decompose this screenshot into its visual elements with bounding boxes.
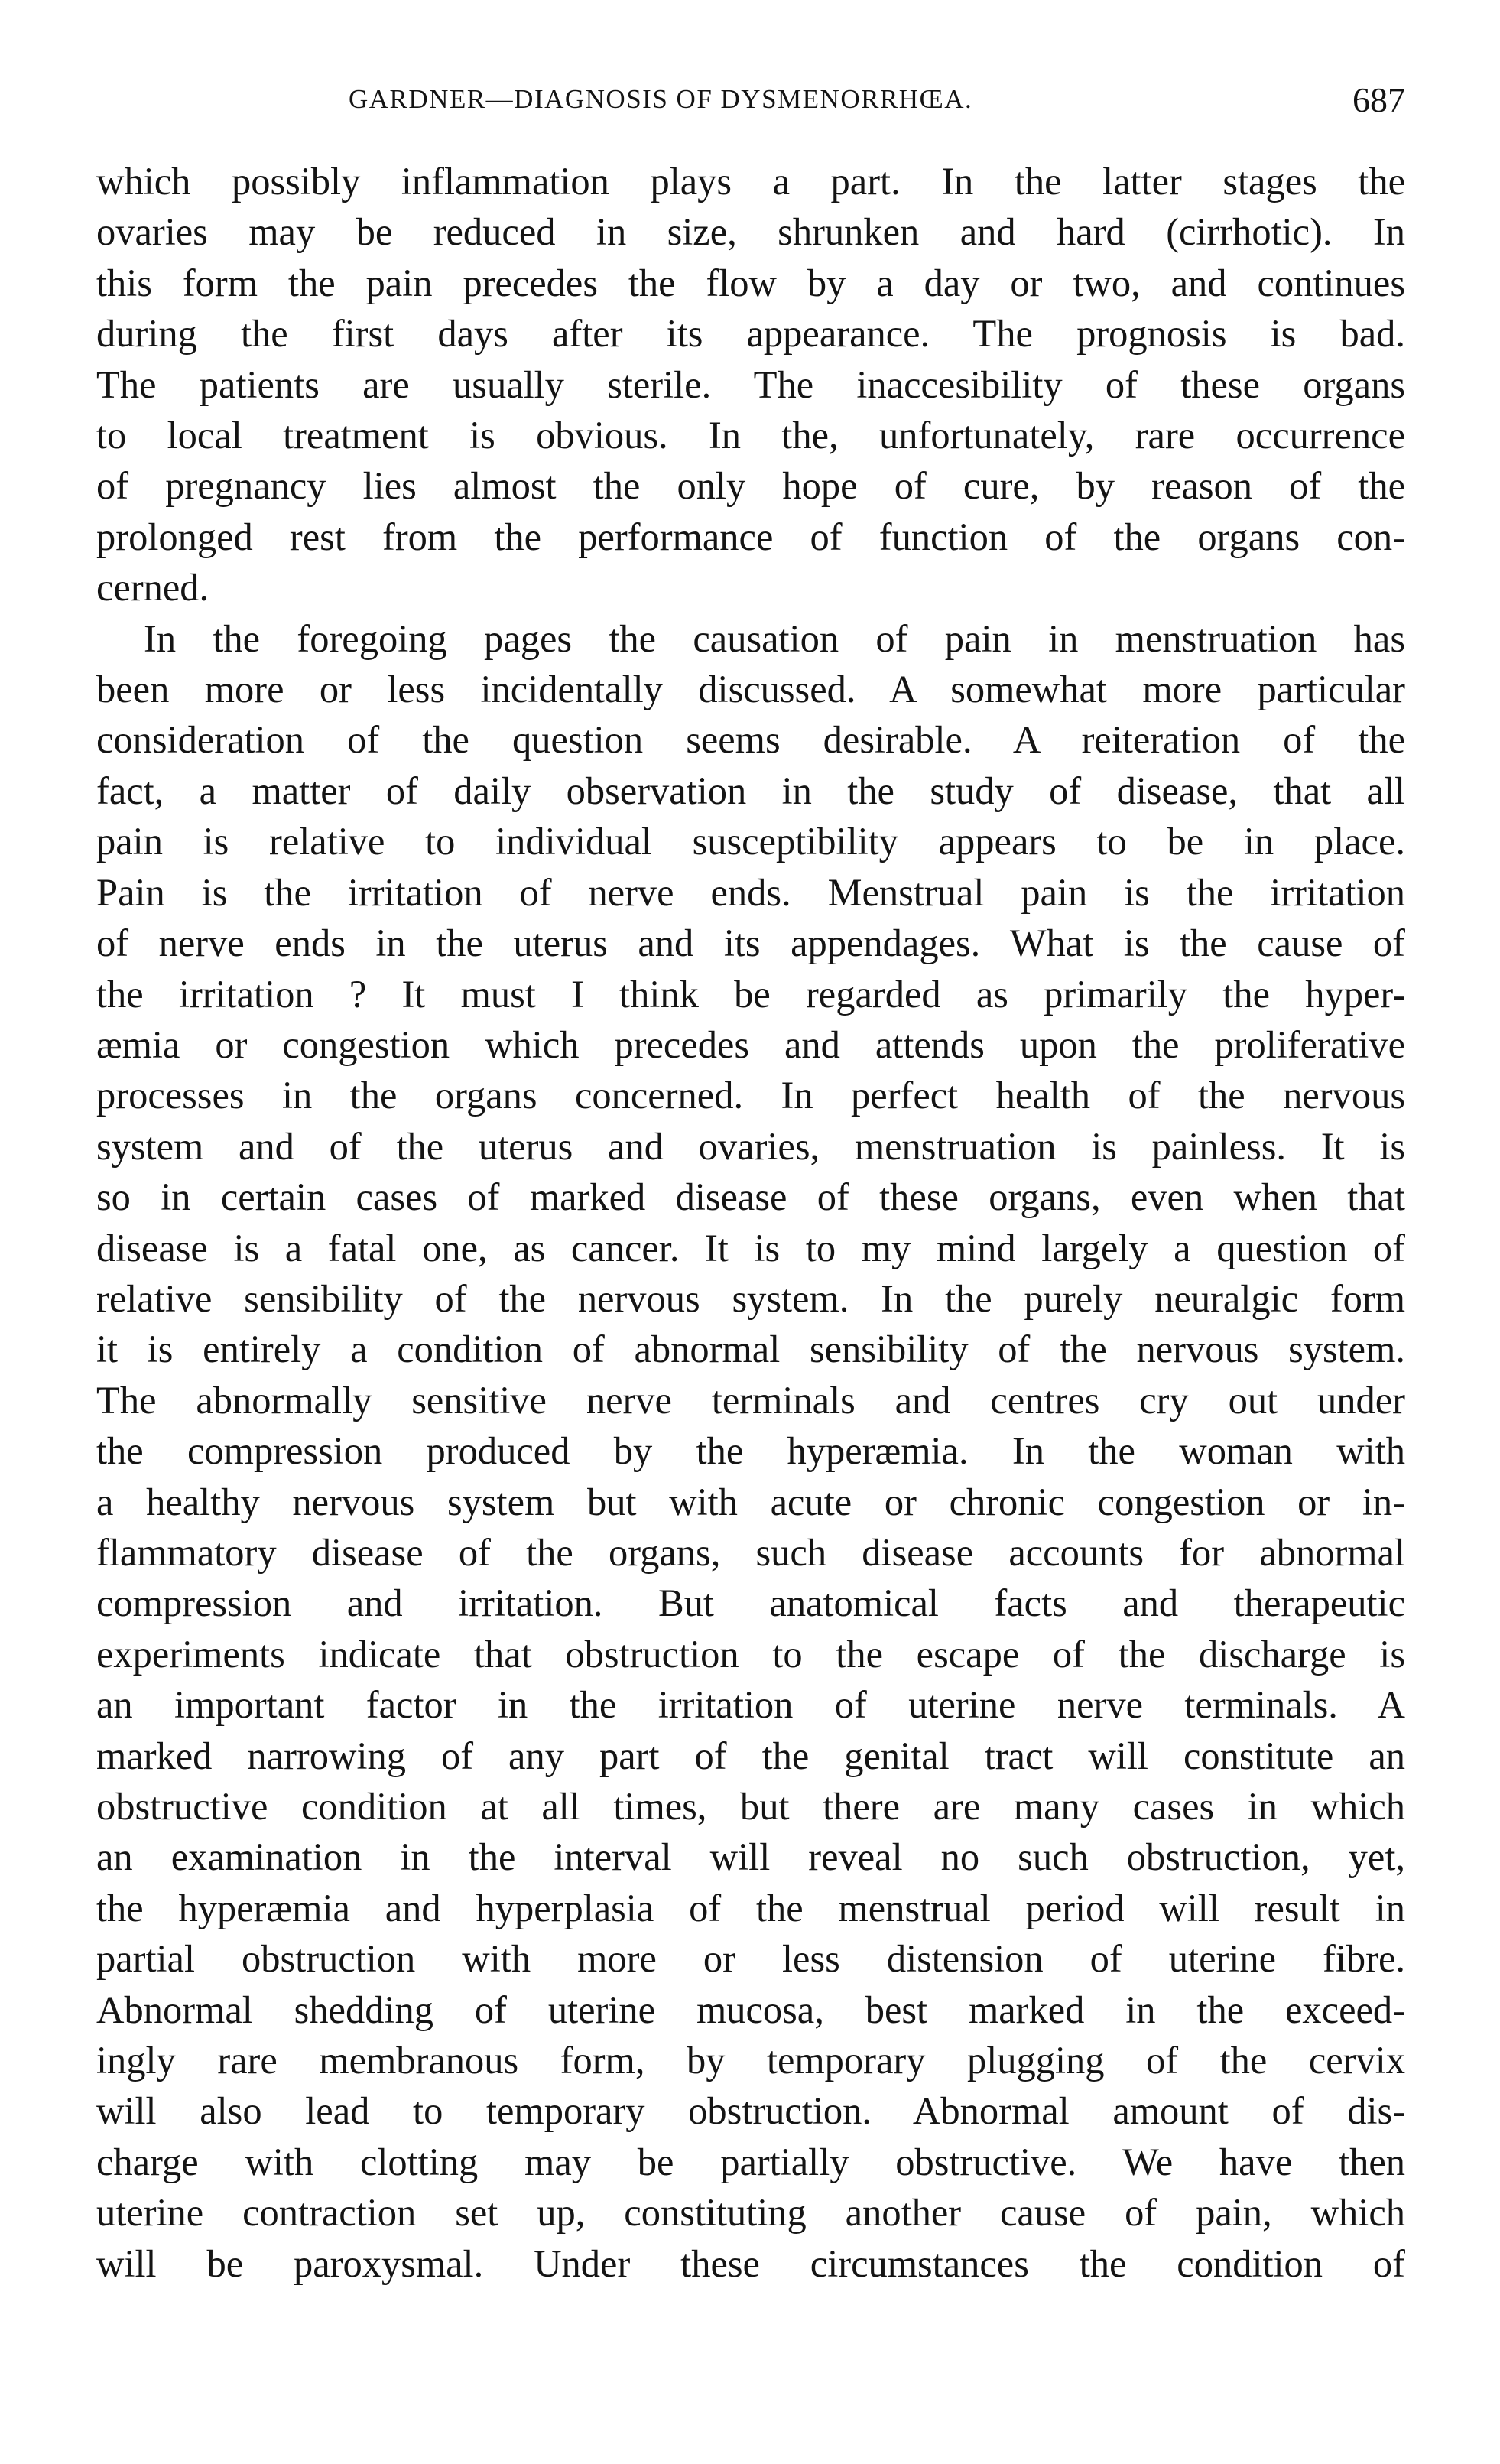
text-line: pain is relative to individual susceptibility appears to be in place. [96, 820, 1405, 863]
text-line: a healthy nervous system but with acute or chronic congestion or in- [96, 1480, 1405, 1523]
text-line: which possibly inflammation plays a part. In the latter stages the [96, 160, 1405, 203]
running-head [96, 76, 1405, 130]
text-line: so in certain cases of marked disease of these organs, even when that [96, 1175, 1405, 1219]
text-line: of pregnancy lies almost the only hope of cure, by reason of the [96, 464, 1405, 508]
text-line: prolonged rest from the performance of function of the organs con- [96, 515, 1405, 558]
text-line: uterine contraction set up, constituting another cause of pain, which [96, 2191, 1405, 2235]
text-line: In the foregoing pages the causation of pain in menstruation has [144, 616, 1405, 660]
text-line: an examination in the interval will reveal no such obstruction, yet, [96, 1835, 1405, 1879]
text-line: an important factor in the irritation of uterine nerve terminals. A [96, 1683, 1405, 1727]
text-line: the compression produced by the hyperæmia. In the woman with [96, 1429, 1405, 1473]
text-line: will be paroxysmal. Under these circumstances the condition of [96, 2241, 1405, 2285]
text-line: marked narrowing of any part of the genital tract will constitute an [96, 1734, 1405, 1777]
text-line: charge with clotting may be partially obstructive. We have then [96, 2140, 1405, 2183]
text-line: Pain is the irritation of nerve ends. Menstrual pain is the irritation [96, 870, 1405, 914]
text-line: disease is a fatal one, as cancer. It is to my mind largely a question of [96, 1226, 1405, 1269]
text-line: consideration of the question seems desirable. A reiteration of the [96, 718, 1405, 762]
text-line: relative sensibility of the nervous system. In the purely neuralgic form [96, 1276, 1405, 1320]
text-line: cerned. [96, 566, 209, 609]
text-line: this form the pain precedes the flow by a day or two, and continues [96, 261, 1405, 304]
text-line: it is entirely a condition of abnormal sensibility of the nervous system. [96, 1328, 1405, 1371]
text-line: The patients are usually sterile. The inaccesibility of these organs [96, 362, 1405, 406]
text-line: flammatory disease of the organs, such disease accounts for abnormal [96, 1530, 1405, 1574]
text-line: to local treatment is obvious. In the, unfortunately, rare occurrence [96, 414, 1405, 457]
text-line: Abnormal shedding of uterine mucosa, best marked in the exceed- [96, 1988, 1405, 2031]
paragraph-1 [96, 156, 1405, 613]
text-line: ovaries may be reduced in size, shrunken and hard (cirrhotic). In [96, 210, 1405, 254]
text-line: been more or less incidentally discussed. A somewhat more particular [96, 668, 1405, 711]
text-line: fact, a matter of daily observation in the study of disease, that all [96, 769, 1405, 812]
text-line: during the first days after its appearance. The prognosis is bad. [96, 312, 1405, 356]
running-title: GARDNER—DIAGNOSIS OF DYSMENORRHŒA. [349, 84, 973, 114]
text-line: system and of the uterus and ovaries, menstruation is painless. It is [96, 1124, 1405, 1168]
text-line: experiments indicate that obstruction to the escape of the discharge is [96, 1632, 1405, 1676]
text-line: obstructive condition at all times, but there are many cases in which [96, 1785, 1405, 1828]
text-line: the hyperæmia and hyperplasia of the menstrual period will result in [96, 1886, 1405, 1929]
book-page [96, 76, 1405, 2289]
text-line: ingly rare membranous form, by temporary plugging of the cervix [96, 2039, 1405, 2082]
text-line: æmia or congestion which precedes and attends upon the proliferative [96, 1022, 1405, 1066]
text-line: will also lead to temporary obstruction. Abnormal amount of dis- [96, 2089, 1405, 2133]
text-line: The abnormally sensitive nerve terminals and centres cry out under [96, 1378, 1405, 1422]
text-line: the irritation ? It must I think be regarded as primarily the hyper- [96, 972, 1405, 1016]
page-number: 687 [1352, 80, 1405, 119]
body-text [96, 156, 1405, 2289]
text-line: processes in the organs concerned. In perfect health of the nervous [96, 1074, 1405, 1117]
text-line: compression and irritation. But anatomical facts and therapeutic [96, 1581, 1405, 1625]
text-line: of nerve ends in the uterus and its appendages. What is the cause of [96, 922, 1405, 965]
text-line: partial obstruction with more or less distension of uterine fibre. [96, 1937, 1405, 1981]
paragraph-2 [96, 613, 1405, 2289]
